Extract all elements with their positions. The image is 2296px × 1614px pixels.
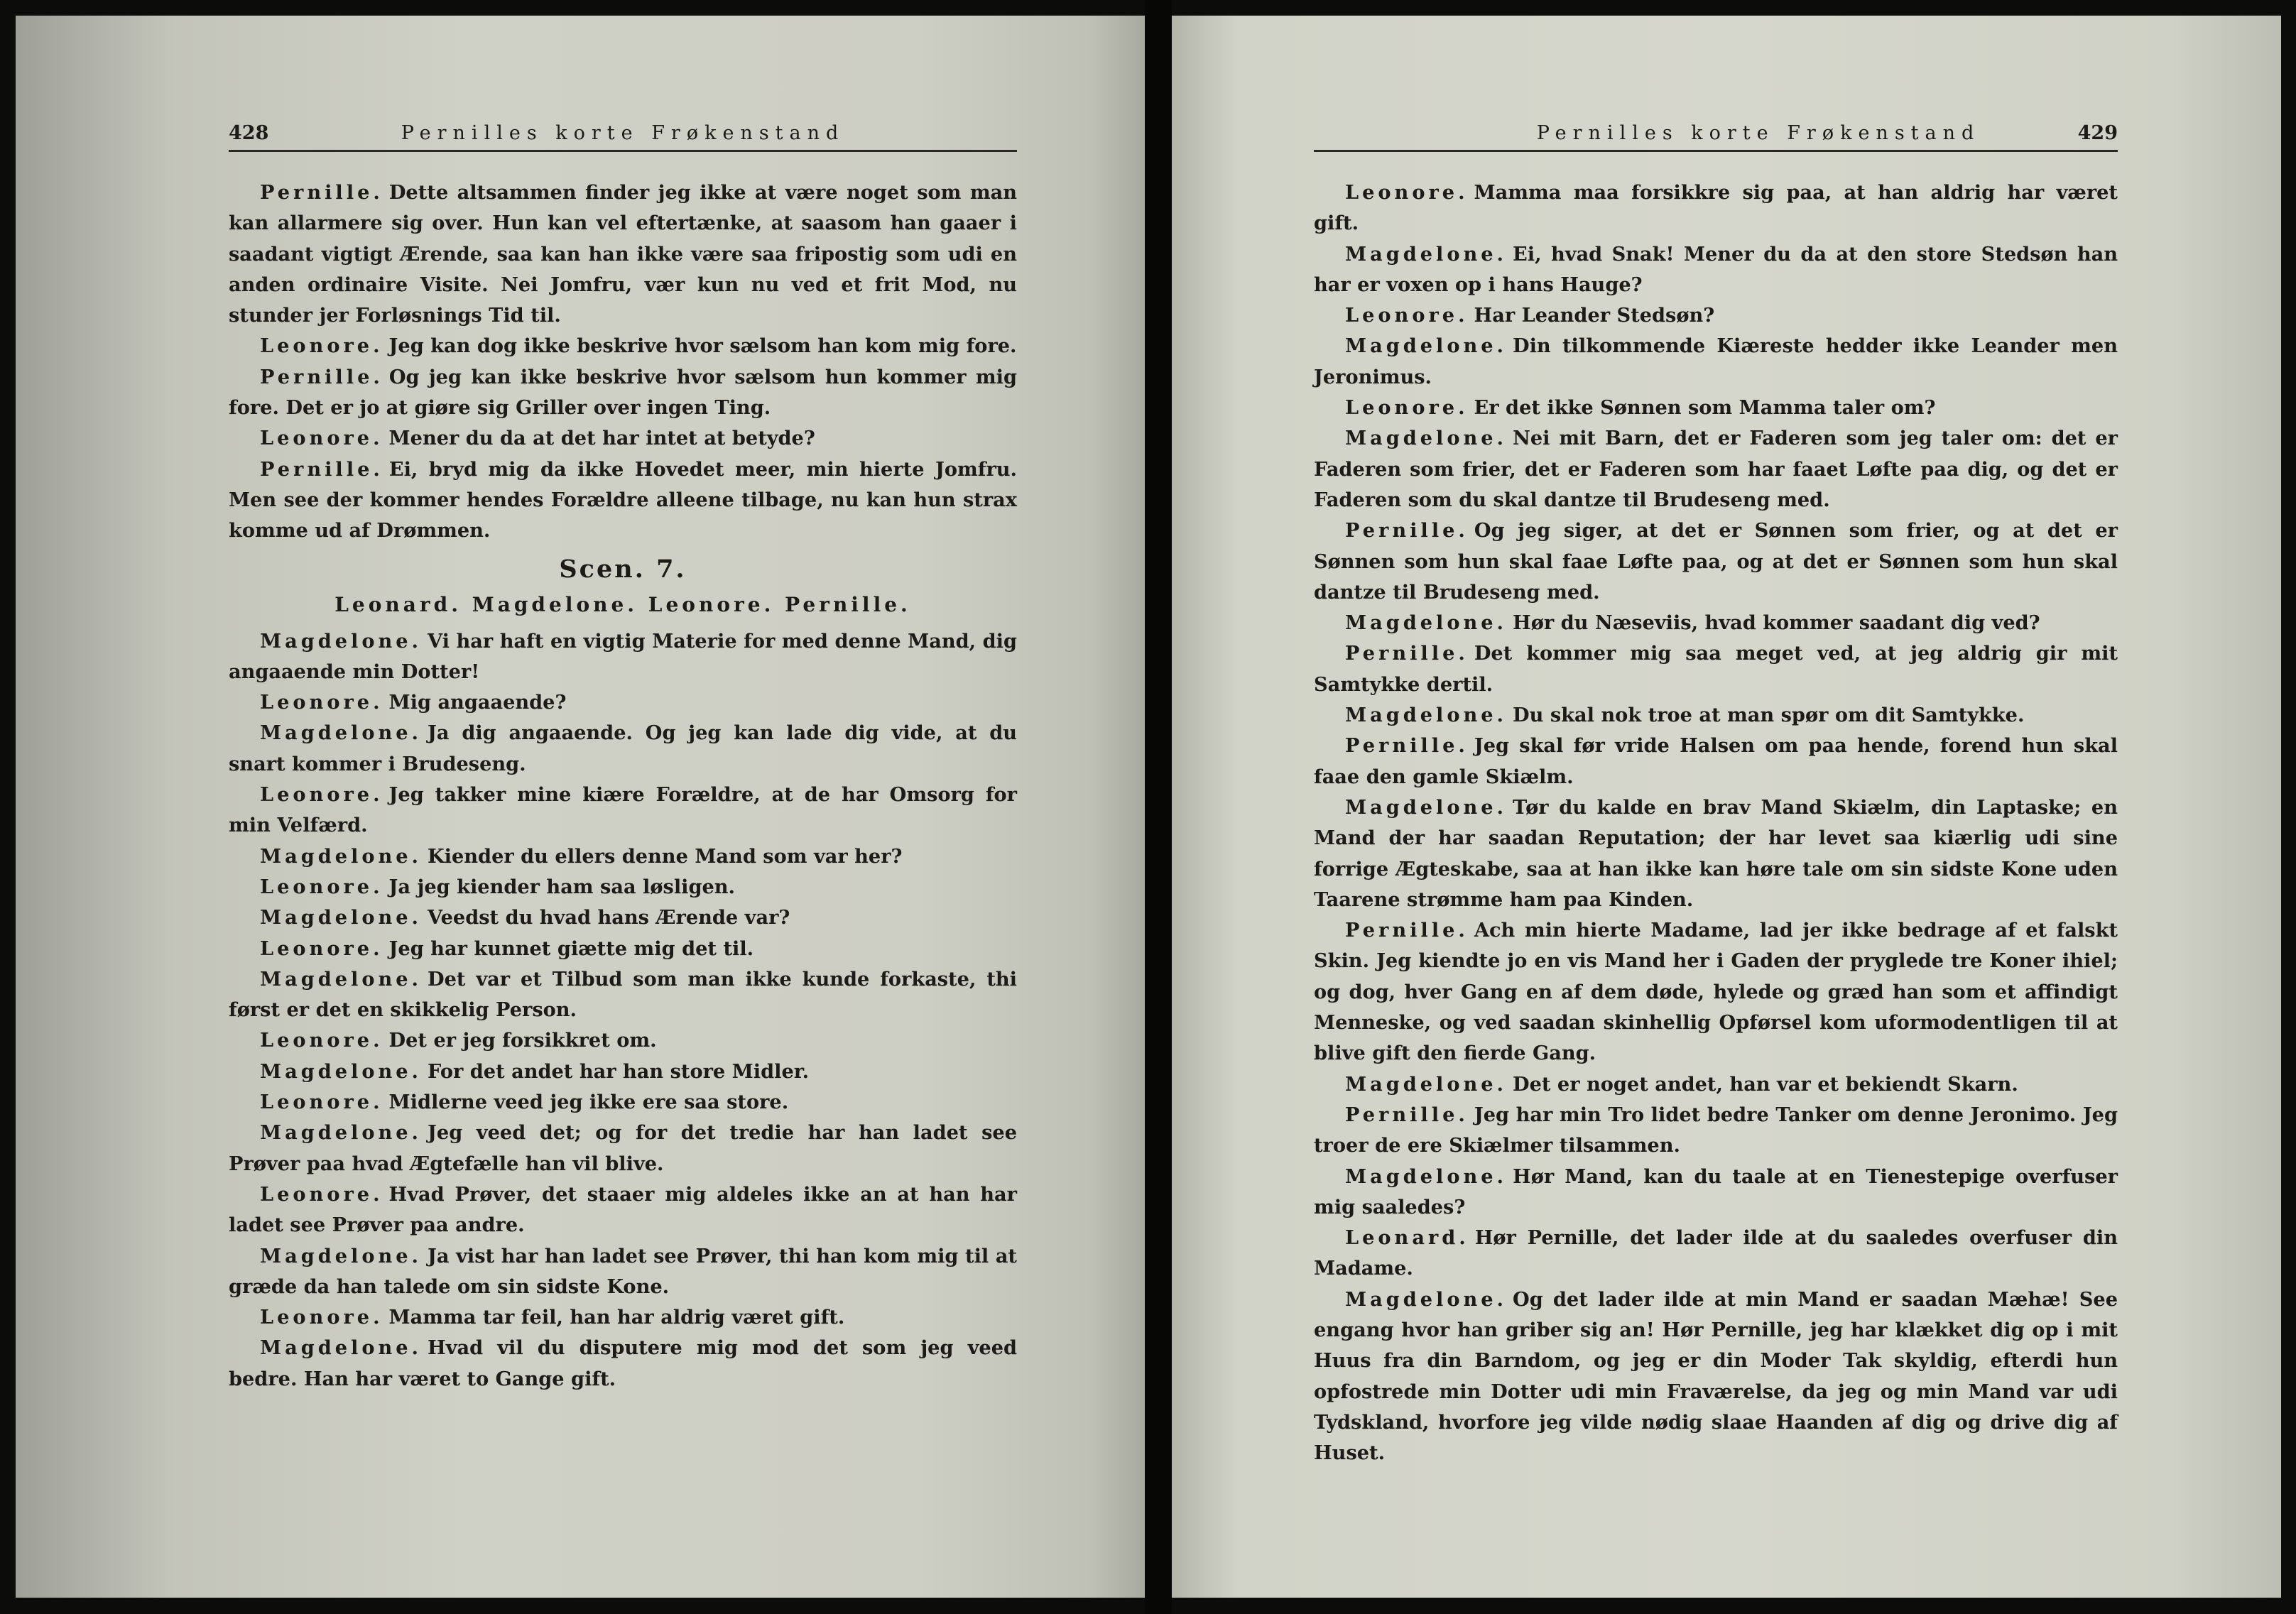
speech-text: Kiender du ellers denne Mand som var her? — [428, 844, 903, 868]
dialogue-paragraph — [1314, 239, 2118, 301]
dialogue-paragraph — [1314, 393, 2118, 423]
dialogue-paragraph — [229, 178, 1017, 331]
speaker-name: Magdelone. — [1345, 1165, 1508, 1188]
dialogue-paragraph — [229, 687, 1017, 718]
speech-text: Jeg skal før vride Halsen om paa hende, forend hun skal faae den gamle Skiælm. — [1314, 734, 2118, 788]
dialogue-block — [1314, 178, 2118, 1468]
speaker-name: Magdelone. — [260, 1244, 423, 1267]
dialogue-paragraph — [1314, 331, 2118, 393]
speech-text: Du skal nok troe at man spør om dit Samtykke. — [1513, 704, 2025, 727]
speech-text: Jeg takker mine kiære Forældre, at de har Omsorg for min Velfærd. — [229, 783, 1017, 837]
speech-text: Mamma maa forsikkre sig paa, at han aldrig har været gift. — [1314, 181, 2118, 235]
dialogue-paragraph — [1314, 1285, 2118, 1469]
speaker-name: Pernille. — [260, 457, 383, 481]
speaker-name: Magdelone. — [1345, 427, 1508, 450]
speaker-name: Leonore. — [1345, 396, 1469, 420]
dialogue-paragraph — [1314, 792, 2118, 915]
speaker-name: Magdelone. — [260, 1336, 423, 1360]
speech-text: Er det ikke Sønnen som Mamma taler om? — [1474, 396, 1936, 420]
speaker-name: Magdelone. — [1345, 1072, 1508, 1096]
dialogue-paragraph — [229, 1025, 1017, 1056]
speaker-name: Magdelone. — [1345, 242, 1508, 266]
book-gutter — [1145, 0, 1172, 1614]
speaker-name: Pernille. — [1345, 1103, 1469, 1126]
speaker-name: Magdelone. — [260, 1121, 423, 1145]
dialogue-paragraph — [1314, 1069, 2118, 1100]
speaker-name: Pernille. — [260, 365, 383, 388]
running-header — [229, 122, 1017, 152]
speaker-name: Magdelone. — [260, 906, 423, 929]
dialogue-paragraph — [229, 1302, 1017, 1333]
right-page — [1172, 16, 2281, 1598]
dialogue-paragraph — [1314, 1100, 2118, 1162]
speech-text: Nei mit Barn, det er Faderen som jeg taler om: det er Faderen som frier, det er Faderen som har faaet Løfte paa dig, og det er Faderen som du skal dantze til Brudeseng med. — [1314, 427, 2118, 511]
speech-text: Og jeg siger, at det er Sønnen som frier, og at det er Sønnen som hun skal faae Løfte paa, og at det er Sønnen som hun skal dantze til Brudeseng med. — [1314, 519, 2118, 604]
speech-text: Veedst du hvad hans Ærende var? — [428, 906, 790, 929]
speech-text: Hvad Prøver, det staaer mig aldeles ikke an at han har ladet see Prøver paa andre. — [229, 1182, 1017, 1237]
speech-text: Jeg har min Tro lidet bedre Tanker om denne Jeronimo. Jeg troer de ere Skiælmer tilsammen. — [1314, 1103, 2118, 1157]
running-head-title: Pernilles korte Frøkenstand — [1536, 122, 1981, 144]
speaker-name: Magdelone. — [260, 1059, 423, 1083]
dialogue-paragraph — [1314, 731, 2118, 792]
speaker-name: Leonore. — [1345, 181, 1469, 204]
speech-text: Mener du da at det har intet at betyde? — [388, 427, 815, 450]
speech-text: Din tilkommende Kiæreste hedder ikke Leander men Jeronimus. — [1314, 334, 2118, 388]
dialogue-paragraph — [1314, 516, 2118, 608]
dialogue-paragraph — [1314, 178, 2118, 239]
speaker-name: Leonore. — [260, 427, 383, 450]
speaker-name: Magdelone. — [1345, 704, 1508, 727]
dialogue-block-after-scene — [229, 626, 1017, 1395]
speaker-name: Magdelone. — [1345, 795, 1508, 819]
dialogue-paragraph — [229, 841, 1017, 872]
speaker-name: Magdelone. — [260, 629, 423, 653]
speaker-name: Leonore. — [1345, 304, 1469, 327]
dialogue-paragraph — [1314, 700, 2118, 731]
speaker-name: Leonore. — [260, 1182, 383, 1206]
speech-text: Hør Pernille, det lader ilde at du saaledes overfuser din Madame. — [1314, 1226, 2118, 1280]
dialogue-paragraph — [229, 1087, 1017, 1118]
dialogue-paragraph — [229, 331, 1017, 361]
dialogue-paragraph — [229, 872, 1017, 903]
speech-text: Ei, bryd mig da ikke Hovedet meer, min hierte Jomfru. Men see der kommer hendes Forældre alleene tilbage, nu kan hun strax komme ud af Drømmen. — [229, 457, 1017, 542]
speech-text: Mamma tar feil, han har aldrig været gift. — [388, 1306, 845, 1329]
speech-text: Hør du Næseviis, hvad kommer saadant dig ved? — [1513, 611, 2040, 635]
speech-text: For det andet har han store Midler. — [428, 1059, 810, 1083]
speech-text: Ach min hierte Madame, lad jer ikke bedrage af et falskt Skin. Jeg kiendte jo en vis Mand her i Gaden der pryglede tre Koner ihiel; og dog, hver Gang en af dem døde, hylede og græd han som et affindigt Menneske, og ved saadan skinhellig Opførsel kom uformodentligen til at blive gift den fierde Gang. — [1314, 919, 2118, 1065]
speech-text: Ei, hvad Snak! Mener du da at den store Stedsøn han har er voxen op i hans Hauge? — [1314, 242, 2118, 296]
speaker-name: Leonore. — [260, 783, 383, 807]
dialogue-block-before-scene — [229, 178, 1017, 547]
speech-text: Hør Mand, kan du taale at en Tienestepige overfuser mig saaledes? — [1314, 1165, 2118, 1218]
speech-text: Har Leander Stedsøn? — [1474, 304, 1715, 327]
dialogue-paragraph — [229, 718, 1017, 780]
speech-text: Det var et Tilbud som man ikke kunde forkaste, thi først er det en skikkelig Person. — [229, 967, 1017, 1022]
dialogue-paragraph — [1314, 300, 2118, 331]
speech-text: Jeg har kunnet giætte mig det til. — [388, 937, 754, 960]
speaker-name: Magdelone. — [260, 967, 423, 991]
speaker-name: Leonore. — [260, 1029, 383, 1052]
speaker-name: Magdelone. — [260, 844, 423, 868]
dialogue-paragraph — [229, 362, 1017, 424]
speaker-name: Leonore. — [260, 691, 383, 714]
dialogue-paragraph — [229, 1333, 1017, 1395]
speaker-name: Pernille. — [1345, 519, 1469, 542]
speaker-name: Magdelone. — [260, 721, 423, 745]
dialogue-paragraph — [1314, 1162, 2118, 1223]
speaker-name: Magdelone. — [1345, 611, 1508, 635]
speaker-name: Magdelone. — [1345, 1287, 1508, 1311]
speech-text: Ja jeg kiender ham saa løsligen. — [388, 875, 736, 898]
speech-text: Det er jeg forsikkret om. — [388, 1029, 657, 1052]
speech-text: Og jeg kan ikke beskrive hvor sælsom hun kommer mig fore. Det er jo at giøre sig Griller over ingen Ting. — [229, 365, 1017, 420]
dialogue-paragraph — [229, 780, 1017, 841]
speaker-name: Magdelone. — [1345, 334, 1508, 358]
page-number: 428 — [229, 122, 269, 144]
dialogue-paragraph — [229, 423, 1017, 454]
dialogue-paragraph — [1314, 423, 2118, 516]
dialogue-paragraph — [229, 934, 1017, 964]
speech-text: Det er noget andet, han var et bekiendt Skarn. — [1513, 1072, 2018, 1096]
speaker-name: Leonore. — [260, 937, 383, 960]
dialogue-paragraph — [1314, 1223, 2118, 1285]
speaker-name: Pernille. — [260, 181, 383, 204]
speech-text: Tør du kalde en brav Mand Skiælm, din Laptaske; en Mand der har saadan Reputation; der har levet saa kiærlig udi sine forrige Ægteskabe, saa at han ikke kan høre tale om sin sidste Kone uden Taarene strømme ham paa Kinden. — [1314, 795, 2118, 911]
dialogue-paragraph — [229, 1057, 1017, 1087]
running-header — [1314, 122, 2118, 152]
speech-text: Hvad vil du disputere mig mod det som jeg veed bedre. Han har været to Gange gift. — [229, 1336, 1017, 1390]
scene-cast: Leonard. Magdelone. Leonore. Pernille. — [334, 592, 911, 616]
speech-text: Vi har haft en vigtig Materie for med denne Mand, dig angaaende min Dotter! — [229, 629, 1017, 683]
scene-title: Scen. 7. — [559, 554, 687, 584]
speech-text: Jeg veed det; og for det tredie har han ladet see Prøver paa hvad Ægtefælle han vil blive. — [229, 1121, 1017, 1175]
dialogue-paragraph — [229, 1179, 1017, 1241]
speaker-name: Pernille. — [1345, 919, 1469, 942]
speaker-name: Leonore. — [260, 334, 383, 358]
dialogue-paragraph — [229, 964, 1017, 1026]
speech-text: Midlerne veed jeg ikke ere saa store. — [388, 1091, 789, 1114]
speaker-name: Leonore. — [260, 1091, 383, 1114]
speaker-name: Leonore. — [260, 875, 383, 898]
dialogue-paragraph — [229, 626, 1017, 688]
speech-text: Dette altsammen finder jeg ikke at være noget som man kan allarmere sig over. Hun kan vel eftertænke, at saasom han gaaer i saadant vigtigt Ærende, saa kan han ikke være saa fripostig som udi en anden ordinaire Visite. Nei Jomfru, vær kun nu ved et frit Mod, nu stunder jer Forløsnings Tid til. — [229, 181, 1017, 327]
page-number: 429 — [2077, 122, 2118, 144]
speaker-name: Pernille. — [1345, 642, 1469, 665]
speech-text: Ja vist har han ladet see Prøver, thi han kom mig til at græde da han talede om sin sidste Kone. — [229, 1244, 1017, 1298]
speech-text: Jeg kan dog ikke beskrive hvor sælsom han kom mig fore. — [388, 334, 1017, 358]
running-head-title: Pernilles korte Frøkenstand — [401, 122, 845, 144]
dialogue-paragraph — [1314, 915, 2118, 1069]
dialogue-paragraph — [1314, 608, 2118, 638]
speaker-name: Leonard. — [1345, 1226, 1469, 1250]
dialogue-paragraph — [229, 903, 1017, 933]
speaker-name: Pernille. — [1345, 734, 1469, 758]
speech-text: Ja dig angaaende. Og jeg kan lade dig vide, at du snart kommer i Brudeseng. — [229, 721, 1017, 775]
speech-text: Det kommer mig saa meget ved, at jeg aldrig gir mit Samtykke dertil. — [1314, 642, 2118, 696]
speech-text: Mig angaaende? — [388, 691, 567, 714]
left-page — [16, 16, 1145, 1598]
speaker-name: Leonore. — [260, 1306, 383, 1329]
dialogue-paragraph — [1314, 638, 2118, 700]
dialogue-paragraph — [229, 1118, 1017, 1179]
dialogue-paragraph — [229, 454, 1017, 547]
dialogue-paragraph — [229, 1241, 1017, 1303]
speech-text: Og det lader ilde at min Mand er saadan Mæhæ! See engang hvor han griber sig an! Hør Pernille, jeg har klækket dig op i mit Huus fra din Barndom, og jeg er din Moder Tak skyldig, efterdi hun opfostrede min Dotter udi min Fraværelse, da jeg og min Mand var udi Tydskland, hvorfore jeg vilde nødig slaae Haanden af dig og drive dig af Huset. — [1314, 1287, 2118, 1465]
